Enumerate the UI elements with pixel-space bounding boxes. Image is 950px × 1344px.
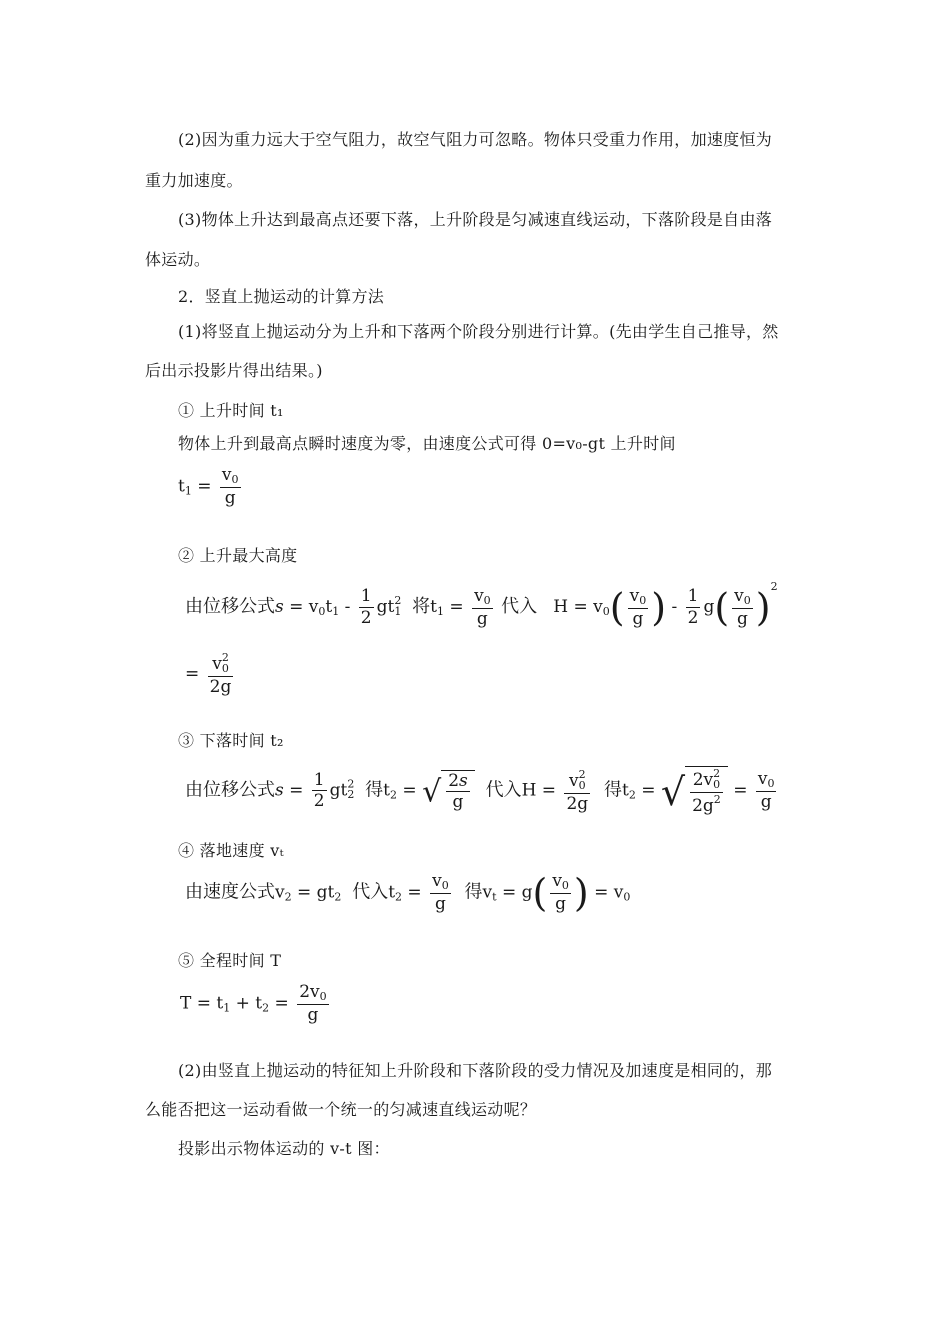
formula-word: 由速度公式 — [185, 881, 275, 903]
formula-word: 代入 — [485, 779, 522, 801]
formula-word: 将 — [412, 596, 431, 617]
step-2-heading: ② 上升最大高度 — [178, 546, 298, 565]
section-heading: 2．竖直上抛运动的计算方法 — [178, 287, 385, 306]
para-method1-line1: (1)将竖直上抛运动分为上升和下落两个阶段分别进行计算。(先由学生自己推导，然 — [178, 322, 779, 341]
formula-max-height-result: = $\frac{v^2_0}{2g}$ — [185, 651, 232, 698]
formula-fall-time: 由位移公式s = $\frac{1}{2}$ $gt^2_2$ 得$t_2$ = √ $\frac{2s}{g}$ 代入H = $\frac{v^2_0}{2g}$ 得$t_2$ = √ $\frac{2v^2_0}{2g^2}$ = $\frac{v_0}{g}$ — [185, 767, 775, 817]
para-2-line2: 重力加速度。 — [145, 171, 243, 190]
para-vt-graph: 投影出示物体运动的 v-t 图： — [178, 1139, 390, 1158]
formula-word: 得 — [464, 881, 483, 903]
para-2-line1: (2)因为重力远大于空气阻力，故空气阻力可忽略。物体只受重力作用，加速度恒为 — [178, 130, 773, 149]
para-method2-line1: (2)由竖直上抛运动的特征知上升阶段和下落阶段的受力情况及加速度是相同的，那 — [178, 1061, 773, 1080]
formula-total-time: $T = t_1 + t_2$ = $\frac{2v_0}{g}$ — [180, 982, 327, 1026]
step-4-heading: ④ 落地速度 vₜ — [178, 841, 284, 860]
formula-max-height: 由位移公式$s = v_0t_1$ - $\frac{1}{2}$ $gt^2_1$ 将$t_1$ = $\frac{v_0}{g}$ 代入 $H = v_0$( $\frac{v_0}{g}$ ) - $\frac{1}{2}$ g( $\frac{v_0}{g}$ )$^2$ — [185, 580, 778, 630]
formula-word: 代入 — [501, 596, 538, 617]
para-method1-line2: 后出示投影片得出结果。) — [145, 361, 323, 380]
formula-t1: $t_1$ = $\frac{v_0}{g}$ — [178, 465, 239, 509]
formula-word: 由位移公式 — [185, 779, 275, 801]
formula-landing-velocity: 由速度公式$v_2 = gt_2$ 代入$t_2$ = $\frac{v_0}{g}$ 得$v_t = g$( $\frac{v_0}{g}$ ) = $v_0$ — [185, 870, 631, 915]
para-3-line1: (3)物体上升达到最高点还要下落，上升阶段是匀减速直线运动，下落阶段是自由落 — [178, 210, 773, 229]
formula-word: 由位移公式 — [185, 596, 275, 617]
step-5-heading: ⑤ 全程时间 T — [178, 951, 282, 970]
para-3-line2: 体运动。 — [145, 250, 211, 269]
formula-word: 得 — [603, 779, 622, 801]
formula-word: 代入 — [352, 881, 389, 903]
step-1-heading: ① 上升时间 t₁ — [178, 401, 284, 420]
formula-word: 得 — [365, 779, 384, 801]
step-1-text: 物体上升到最高点瞬时速度为零，由速度公式可得 0=v₀-gt 上升时间 — [178, 434, 676, 453]
para-method2-line2: 么能否把这一运动看做一个统一的匀减速直线运动呢？ — [145, 1100, 537, 1119]
step-3-heading: ③ 下落时间 t₂ — [178, 731, 284, 750]
